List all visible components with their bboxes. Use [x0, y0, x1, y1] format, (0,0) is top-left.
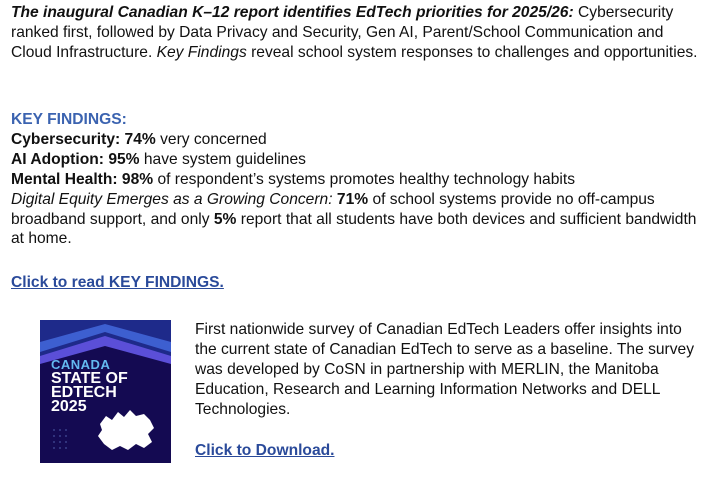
finding-value: 74%: [124, 130, 156, 148]
finding-equity-label: Digital Equity Emerges as a Growing Concern:: [11, 190, 333, 208]
cover-title: [51, 358, 128, 414]
finding-cybersecurity: [11, 130, 706, 150]
report-cover-image[interactable]: [40, 320, 171, 463]
intro-body: Cybersecurity ranked first, followed by Data Privacy and Security, Gen AI, Parent/School Communication and Cloud Infrastructure.: [11, 4, 674, 61]
key-findings-heading: KEY FINDINGS:: [11, 111, 127, 128]
key-findings-section: [11, 110, 706, 249]
finding-label: AI Adoption:: [11, 150, 104, 168]
finding-value: 95%: [108, 150, 140, 168]
download-link-row: [195, 441, 334, 461]
finding-value: 98%: [121, 170, 154, 188]
intro-lead: The inaugural Canadian K–12 report identifies EdTech priorities for 2025/26:: [11, 4, 574, 21]
finding-value: 5%: [213, 210, 237, 228]
intro-body-end: reveal school system responses to challenges and opportunities.: [246, 43, 698, 61]
finding-value: 71%: [336, 190, 369, 208]
intro-key-findings: Key Findings: [156, 43, 247, 61]
survey-description: First nationwide survey of Canadian EdTech Leaders offer insights into the current state of Canadian EdTech to serve as a baseline. The survey was developed by CoSN in partnership with MERLIN, the Manitoba Education, Research and Learning Information Networks and DELL Technologies.: [195, 321, 694, 418]
finding-text: have system guidelines: [139, 150, 306, 168]
canada-map-icon: [98, 410, 154, 450]
read-link-row: [11, 273, 706, 293]
finding-digital-equity: [11, 190, 706, 250]
download-link[interactable]: Click to Download.: [195, 442, 335, 459]
finding-text: report that all students have both devices and sufficient bandwidth at home.: [11, 210, 697, 248]
intro-paragraph: [11, 3, 706, 63]
finding-text: very concerned: [155, 130, 267, 148]
cover-line-state-of: STATE OF: [51, 370, 128, 387]
cover-line-canada: CANADA: [51, 357, 111, 372]
finding-text: of school systems provide no off-campus broadband support, and only: [11, 190, 655, 228]
finding-text: of respondent’s systems promotes healthy technology habits: [153, 170, 575, 188]
finding-mental-health: [11, 170, 706, 190]
cover-line-edtech: EDTECH: [51, 384, 117, 401]
cover-line-year: 2025: [51, 398, 87, 415]
finding-ai-adoption: [11, 150, 706, 170]
finding-label: Cybersecurity:: [11, 130, 121, 148]
finding-label: Mental Health:: [11, 170, 118, 188]
read-key-findings-link[interactable]: Click to read KEY FINDINGS.: [11, 274, 224, 291]
